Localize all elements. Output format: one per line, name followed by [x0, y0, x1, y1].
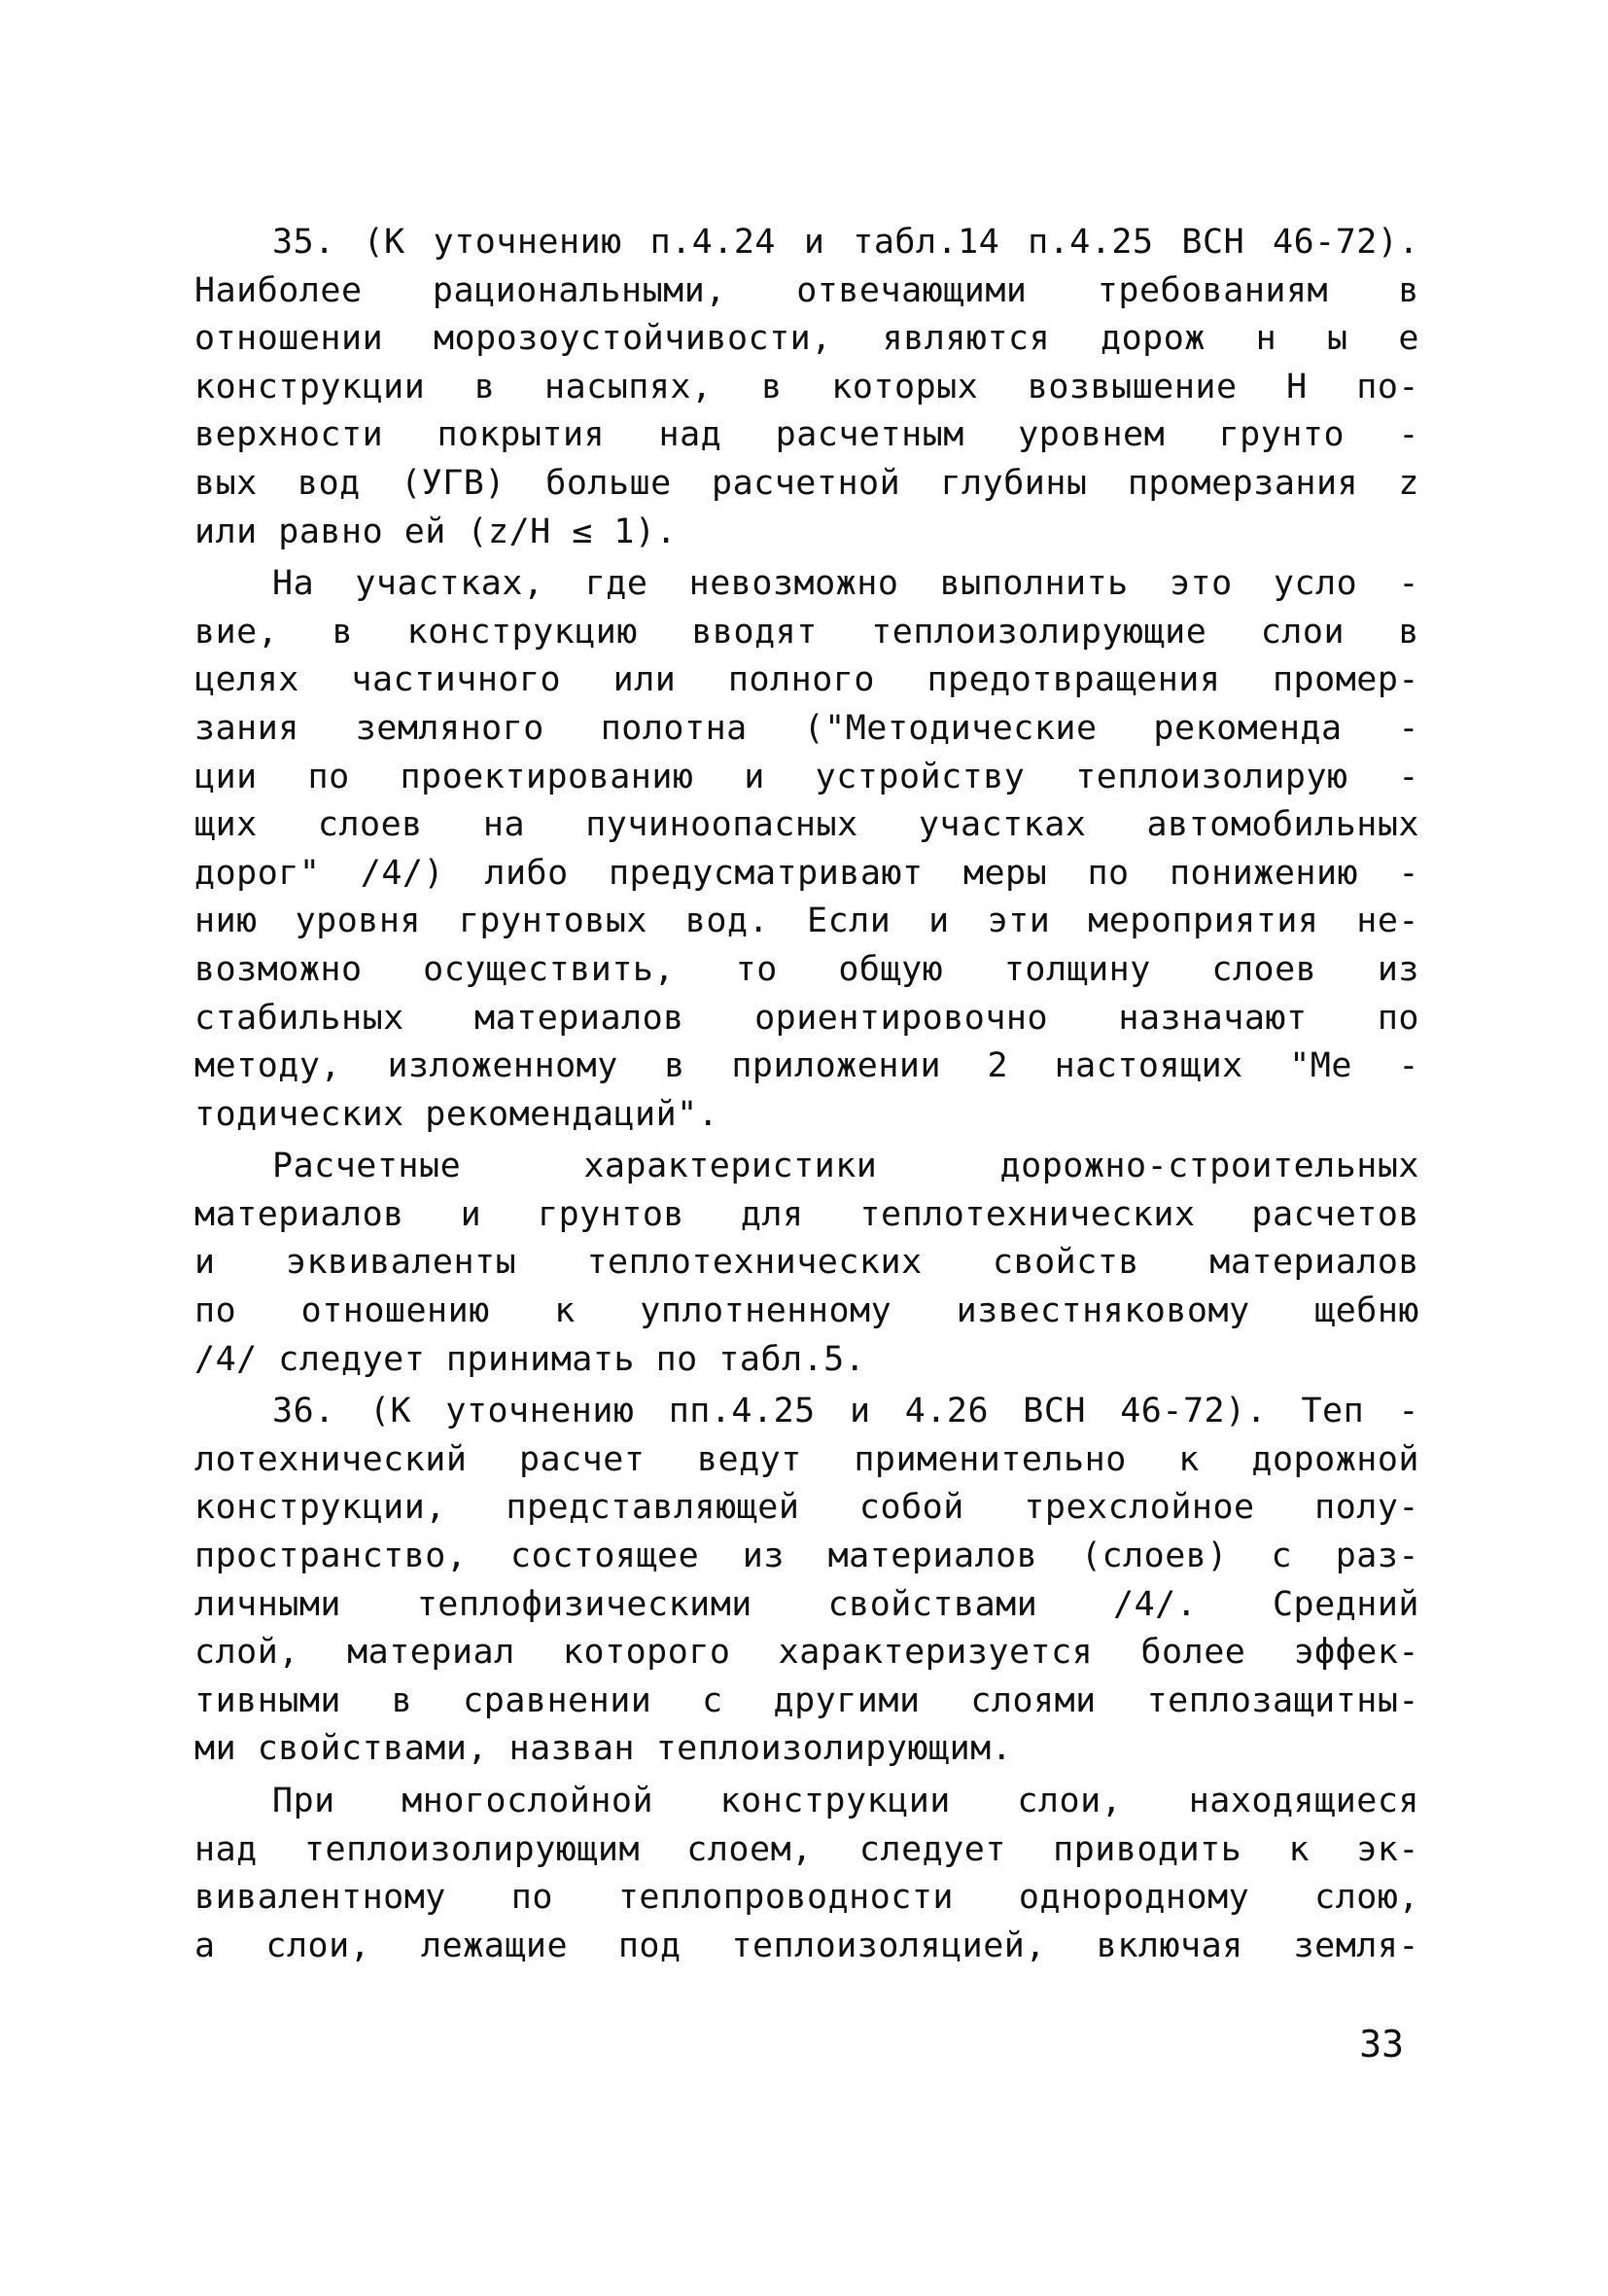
text-line: целях частичного или полного предотвращения промер- [194, 660, 1419, 700]
text-line: отношении морозоустойчивости, являются дорож н ы е [194, 319, 1419, 359]
text-line: стабильных материалов ориентировочно назначают по [194, 998, 1419, 1038]
text-line: методу, изложенному в приложении 2 настоящих "Ме - [194, 1046, 1419, 1086]
text-line: При многослойной конструкции слои, находящиеся [272, 1782, 1419, 1820]
text-line: пространство, состоящее из материалов (слоев) с раз- [194, 1537, 1419, 1576]
text-line: верхности покрытия над расчетным уровнем грунто - [194, 415, 1419, 455]
text-line: Наиболее рациональными, отвечающими требованиям в [194, 270, 1419, 310]
text-line: личными теплофизическими свойствами /4/. Средний [194, 1584, 1419, 1624]
text-line: а слои, лежащие под теплоизоляцией, включая земля- [194, 1925, 1419, 1965]
paragraph-36 [194, 1388, 1419, 1774]
paragraph-multilayer-construction [194, 1778, 1419, 1970]
text-line: щих слоев на пучиноопасных участках автомобильных [194, 805, 1419, 845]
text-line: и эквиваленты теплотехнических свойств материалов [194, 1243, 1419, 1283]
text-line: зания земляного полотна ("Методические рекоменда - [194, 708, 1419, 748]
text-line: вие, в конструкцию вводят теплоизолирующие слои в [194, 612, 1419, 652]
text-line: вивалентному по теплопроводности однородному слою, [194, 1878, 1419, 1918]
text-line: На участках, где невозможно выполнить это усло - [272, 564, 1419, 604]
text-line: по отношению к уплотненному известняковому щебню [194, 1291, 1419, 1331]
paragraph-design-characteristics [194, 1143, 1419, 1384]
text-line: вых вод (УГВ) больше расчетной глубины промерзания z [194, 463, 1419, 503]
text-line: Расчетные характеристики дорожно-строительных [272, 1147, 1419, 1186]
text-line: тодических рекомендаций". [194, 1094, 719, 1134]
page-body [194, 219, 1419, 1974]
text-line: тивными в сравнении с другими слоями теплозащитны- [194, 1680, 1419, 1720]
text-line: лотехнический расчет ведут применительно к дорожной [194, 1439, 1419, 1479]
paragraph-heat-insulating-layers [194, 560, 1419, 1139]
text-line: 36. (К уточнению пп.4.25 и 4.26 ВСН 46-72). Теп - [272, 1392, 1419, 1431]
text-line: конструкции, представляющей собой трехслойное полу- [194, 1488, 1419, 1528]
paragraph-35 [194, 219, 1419, 556]
text-line: ми свойствами, назван теплоизолирующим. [194, 1729, 1013, 1769]
text-line: ции по проектированию и устройству теплоизолирую - [194, 757, 1419, 796]
text-line: слой, материал которого характеризуется более эффек- [194, 1633, 1419, 1673]
text-line: или равно ей (z/H ≤ 1). [194, 512, 678, 551]
text-line: конструкции в насыпях, в которых возвышение H по- [194, 367, 1419, 406]
text-line: /4/ следует принимать по табл.5. [194, 1339, 866, 1379]
text-line: 35. (К уточнению п.4.24 и табл.14 п.4.25 ВСН 46-72). [272, 223, 1419, 262]
text-line: над теплоизолирующим слоем, следует приводить к эк- [194, 1829, 1419, 1869]
text-line: возможно осуществить, то общую толщину слоев из [194, 949, 1419, 989]
page-number: 33 [1359, 2023, 1404, 2066]
text-line: материалов и грунтов для теплотехнических расчетов [194, 1194, 1419, 1234]
text-line: дорог" /4/) либо предусматривают меры по понижению - [194, 853, 1419, 893]
text-line: нию уровня грунтовых вод. Если и эти мероприятия не- [194, 901, 1419, 941]
